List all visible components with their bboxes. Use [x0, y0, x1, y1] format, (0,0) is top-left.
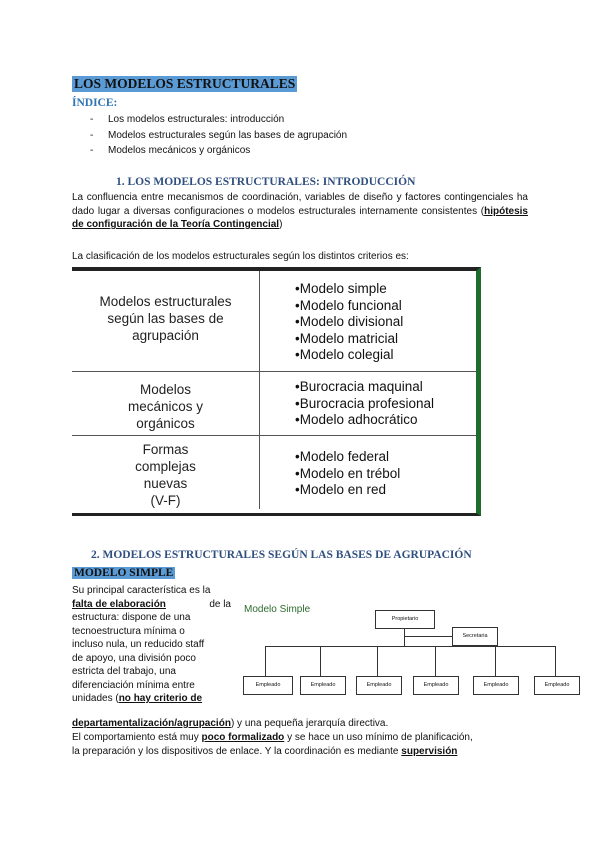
para-line: diferenciación mínima entre	[72, 679, 195, 691]
para-text: de la	[209, 598, 231, 610]
para-text: ) y una pequeña jerarquía directiva.	[230, 718, 389, 729]
section1-heading: 1. LOS MODELOS ESTRUCTURALES: INTRODUCCIÓN	[116, 176, 416, 188]
para-line: Su principal característica es la	[72, 585, 211, 596]
org-chart-title: Modelo Simple	[244, 604, 311, 615]
index-list	[90, 112, 347, 159]
connector	[495, 646, 496, 676]
bold-term: poco formalizado	[201, 732, 285, 743]
para-line	[72, 692, 231, 706]
table-row-1-label: Modelos estructurales según las bases de agrupación	[99, 294, 232, 343]
connector	[320, 646, 321, 676]
section2-heading: 2. MODELOS ESTRUCTURALES SEGÚN LAS BASES DE AGRUPACIÓN	[91, 549, 472, 561]
employee-box: Empleado	[534, 676, 580, 695]
table-row-3-label: Formas complejas nuevas (V-F)	[135, 442, 196, 508]
table-divider	[72, 435, 476, 436]
bold-term: departamentalización/agrupación	[72, 718, 231, 729]
bold-term: no hay criterio de	[118, 693, 203, 704]
bold-term: supervisión	[401, 746, 458, 757]
owner-box: Propietario	[375, 610, 435, 629]
table-row-2-label: Modelos mecánicos y orgánicos	[127, 382, 204, 431]
table-row-3-items: •Modelo federal •Modelo en trébol •Modelo en red	[295, 449, 401, 497]
para-line	[72, 598, 231, 612]
employee-box: Empleado	[300, 676, 346, 695]
classification-table	[72, 267, 481, 516]
index-title: ÍNDICE:	[72, 97, 118, 109]
org-chart	[240, 598, 585, 704]
connector	[377, 646, 378, 676]
section1-paragraph-2: La clasificación de los modelos estructurales según los distintos criterios es:	[72, 251, 409, 262]
para-line: incluso nula, un reducido staff	[72, 639, 205, 650]
p1-bold: hipótesis de configuración de la Teoría Contingencial	[72, 205, 528, 230]
employee-box: Empleado	[473, 676, 519, 695]
table-divider	[259, 271, 260, 509]
connector	[435, 646, 436, 676]
connector	[265, 646, 555, 647]
employee-box: Empleado	[243, 676, 293, 695]
para-line: estructura: dispone de una	[72, 612, 191, 623]
secretary-box: Secretaria	[452, 627, 498, 646]
table-divider	[72, 371, 476, 372]
employee-box: Empleado	[356, 676, 402, 695]
coordination-paragraph: la preparación y los dispositivos de enlace. Y la coordinación es mediante supervisión	[72, 746, 458, 757]
connector	[404, 636, 452, 637]
connector	[404, 628, 405, 646]
index-item: - Modelos mecánicos y orgánicos	[90, 143, 347, 159]
index-item: - Los modelos estructurales: introducción	[90, 112, 347, 128]
para-line: estricta del trabajo, una	[72, 666, 176, 677]
behavior-paragraph: El comportamiento está muy poco formalizado y se hace un uso mínimo de planificación,	[72, 732, 473, 743]
connector	[555, 646, 556, 676]
p1-text: La confluencia entre mecanismos de coordinación, variables de diseño y factores contingenciales ha dado lugar a diversas configuraciones o modelos estructurales internamente consistentes (	[72, 192, 528, 217]
index-item: - Modelos estructurales según las bases de agrupación	[90, 128, 347, 144]
modelo-simple-heading: MODELO SIMPLE	[74, 567, 174, 579]
p1-close: )	[279, 219, 283, 230]
table-row-2-items: •Burocracia maquinal •Burocracia profesional •Modelo adhocrático	[295, 379, 435, 427]
modelo-simple-paragraph	[72, 584, 231, 706]
bold-term: falta de elaboración	[72, 598, 166, 610]
connector	[265, 646, 266, 676]
modelo-simple-paragraph-end	[72, 717, 388, 731]
para-line: de apoyo, una división poco	[72, 652, 196, 664]
document-title: LOS MODELOS ESTRUCTURALES	[74, 76, 296, 91]
employee-box: Empleado	[413, 676, 459, 695]
section1-paragraph	[72, 191, 528, 232]
para-text: unidades (	[72, 693, 119, 704]
table-row-1-items: •Modelo simple •Modelo funcional •Modelo divisional •Modelo matricial •Modelo colegial	[295, 281, 404, 362]
para-line: tecnoestructura mínima o	[72, 625, 185, 637]
